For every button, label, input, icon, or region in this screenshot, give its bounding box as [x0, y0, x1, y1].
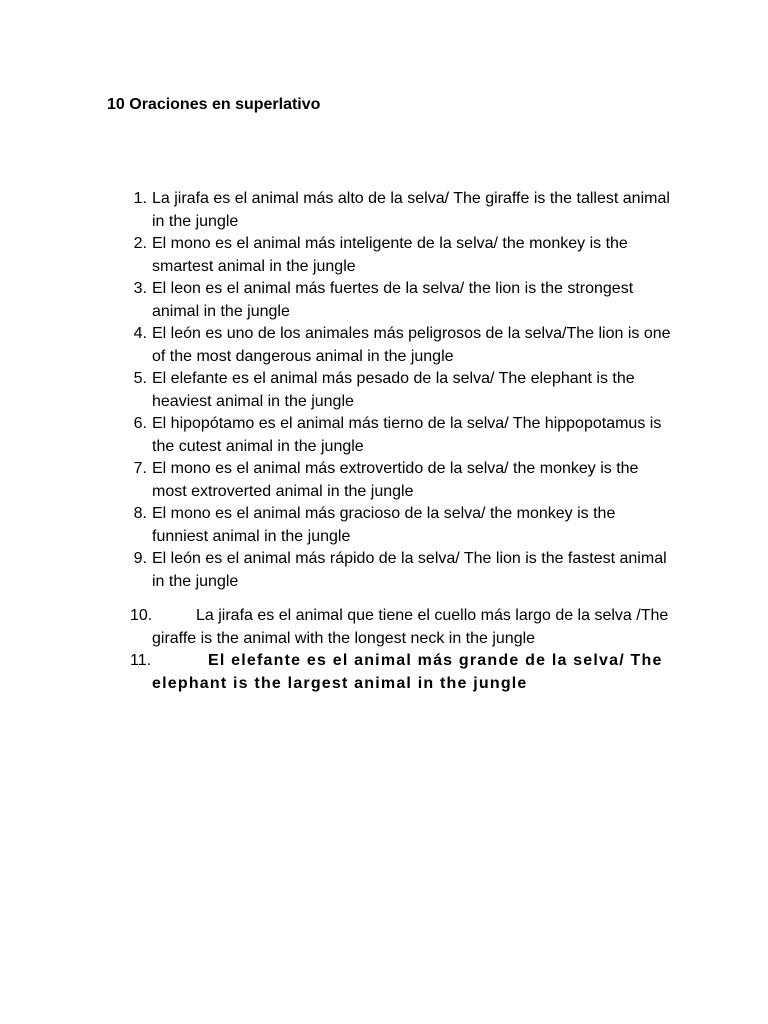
item-text: El león es uno de los animales más peligrosos de la selva/The lion is one of the most dangerous animal in the jungle: [152, 325, 671, 365]
list-item: [0, 233, 768, 278]
item-text: El mono es el animal más extrovertido de la selva/ the monkey is the most extroverted animal in the jungle: [152, 460, 639, 500]
item-number: 8.: [133, 505, 147, 522]
sentence-list: [0, 188, 768, 695]
item-text: El león es el animal más rápido de la selva/ The lion is the fastest animal in the jungle: [152, 550, 667, 590]
item-text: La jirafa es el animal que tiene el cuello más largo de la selva /The giraffe is the animal with the longest neck in the jungle: [152, 607, 669, 647]
item-number: 4.: [133, 325, 147, 342]
list-item: [0, 605, 768, 650]
item-number: 6.: [133, 415, 147, 432]
list-item: [0, 548, 768, 593]
list-item: [0, 413, 768, 458]
spacer: [0, 593, 768, 605]
item-text: El leon es el animal más fuertes de la selva/ the lion is the strongest animal in the jungle: [152, 280, 634, 320]
item-number: 11.: [130, 652, 152, 669]
list-item: [0, 458, 768, 503]
list-item: [0, 650, 768, 695]
item-number: 9.: [133, 550, 147, 567]
item-number: 3.: [133, 280, 147, 297]
page-title: 10 Oraciones en superlativo: [107, 96, 321, 113]
list-item: [0, 278, 768, 323]
item-text: El elefante es el animal más pesado de la selva/ The elephant is the heaviest animal in the jungle: [152, 370, 635, 410]
list-item: [0, 323, 768, 368]
item-number: 2.: [133, 235, 147, 252]
item-text: El mono es el animal más gracioso de la selva/ the monkey is the funniest animal in the jungle: [152, 505, 616, 545]
item-text: El hipopótamo es el animal más tierno de la selva/ The hippopotamus is the cutest animal in the jungle: [152, 415, 662, 455]
item-number: 7.: [133, 460, 147, 477]
item-text: El elefante es el animal más grande de la selva/ The elephant is the largest animal in the jungle: [152, 652, 663, 692]
item-number: 1.: [133, 190, 147, 207]
item-text: El mono es el animal más inteligente de la selva/ the monkey is the smartest animal in the jungle: [152, 235, 628, 275]
item-text: La jirafa es el animal más alto de la selva/ The giraffe is the tallest animal in the jungle: [152, 190, 670, 230]
item-number: 5.: [133, 370, 147, 387]
item-number: 10.: [130, 607, 153, 624]
list-item: [0, 188, 768, 233]
list-item: [0, 503, 768, 548]
list-item: [0, 368, 768, 413]
